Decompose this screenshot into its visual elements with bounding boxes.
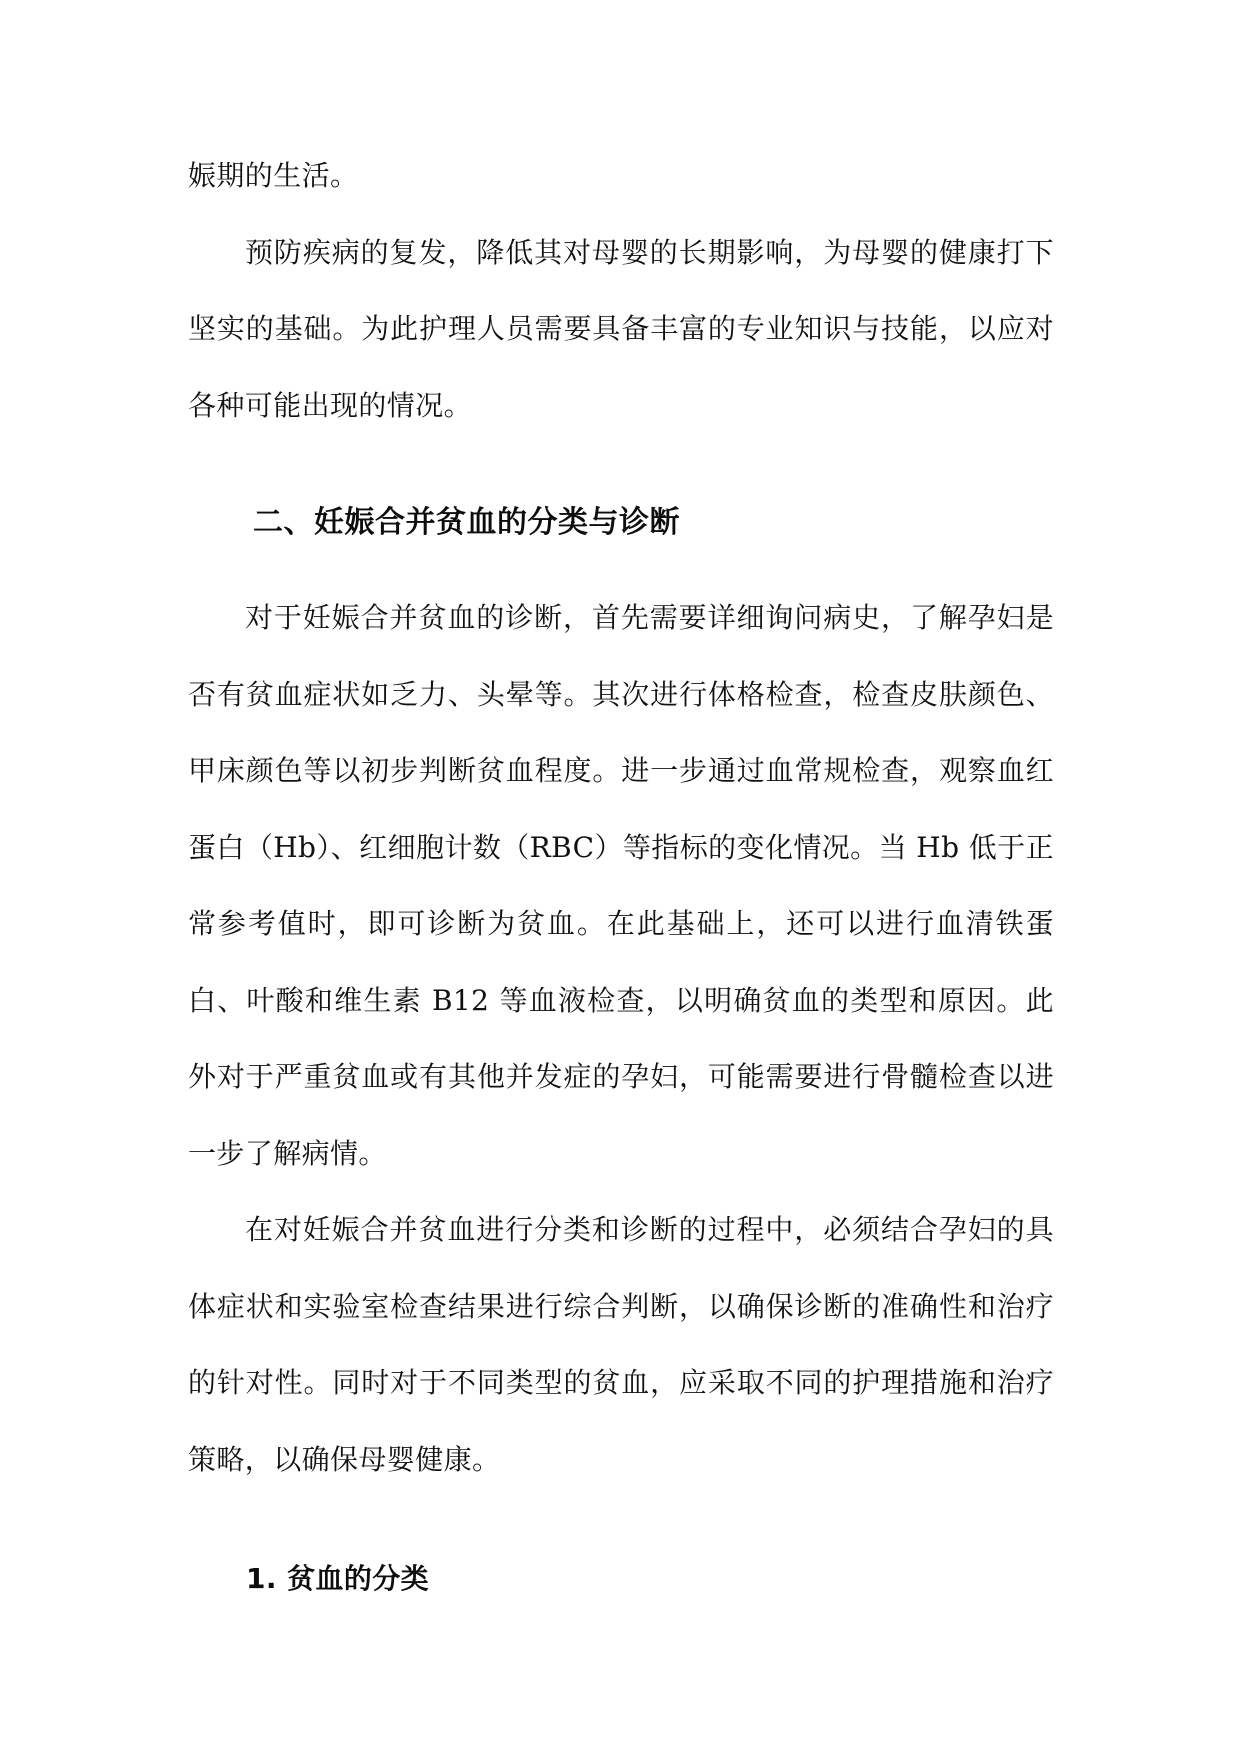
classification-paragraph: 在对妊娠合并贫血进行分类和诊断的过程中，必须结合孕妇的具体症状和实验室检查结果进行综合判断，以确保诊断的准确性和治疗的针对性。同时对于不同类型的贫血，应采取不同的护理措施和治疗策略，以确保母婴健康。 bbox=[188, 1213, 1054, 1476]
spacer bbox=[188, 444, 1054, 503]
continued-paragraph: 娠期的生活。 bbox=[188, 159, 359, 192]
section-heading: 二、妊娠合并贫血的分类与诊断 bbox=[253, 505, 680, 540]
prevention-paragraph: 预防疾病的复发，降低其对母婴的长期影响，为母婴的健康打下坚实的基础。为此护理人员需要具备丰富的专业知识与技能，以应对各种可能出现的情况。 bbox=[188, 235, 1054, 422]
diagnosis-paragraph: 对于妊娠合并贫血的诊断，首先需要详细询问病史，了解孕妇是否有贫血症状如乏力、头晕等。其次进行体格检查，检查皮肤颜色、甲床颜色等以初步判断贫血程度。进一步通过血常规检查，观察血红蛋白（Hb）、红细胞计数（RBC）等指标的变化情况。当 Hb 低于正常参考值时，即可诊断为贫血。在此基础上，还可以进行血清铁蛋白、叶酸和维生素 B12 等血液检查，以明确贫血的类型和原因。此外对于严重贫血或有其他并发症的孕妇，可能需要进行骨髓检查以进一步了解病情。 bbox=[188, 601, 1054, 1170]
spacer bbox=[188, 1498, 1054, 1559]
page-content bbox=[188, 138, 1054, 1599]
spacer bbox=[188, 543, 1054, 580]
sub-heading: 1. 贫血的分类 bbox=[246, 1562, 430, 1595]
